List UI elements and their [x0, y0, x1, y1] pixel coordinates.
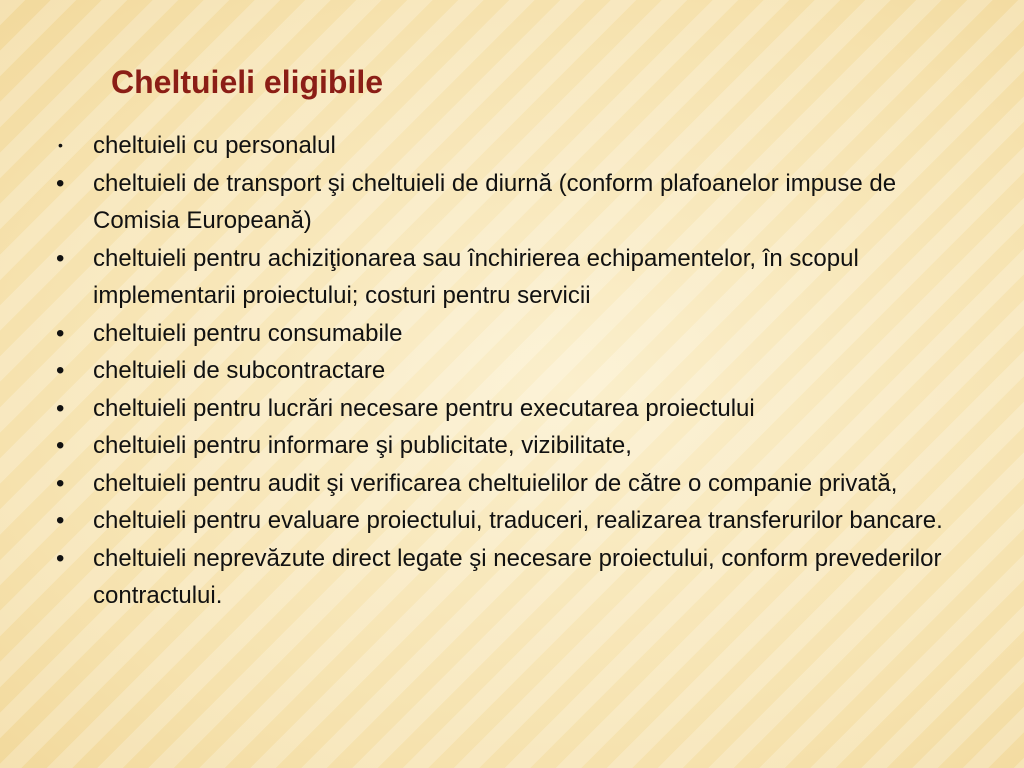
list-item-text: cheltuieli pentru lucrări necesare pentru executarea proiectului — [93, 394, 755, 422]
bullet-icon: • — [56, 507, 65, 534]
bullet-icon: • — [56, 394, 65, 422]
list-item-text: cheltuieli pentru evaluare proiectului, traduceri, realizarea transferurilor bancare. — [93, 507, 943, 534]
list-item — [56, 427, 986, 465]
list-item-text: cheltuieli pentru informare şi publicitate, vizibilitate, — [93, 432, 632, 459]
list-item — [56, 127, 986, 165]
list-item — [56, 165, 986, 240]
list-item — [56, 540, 986, 615]
list-item — [56, 465, 986, 503]
list-item — [56, 315, 986, 353]
list-item-text: cheltuieli de subcontractare — [93, 357, 386, 384]
list-item-text: cheltuieli pentru audit şi verificarea cheltuielilor de către o companie privată, — [93, 469, 898, 497]
list-item-text: cheltuieli de transport şi cheltuieli de diurnă (conform plafoanelor impuse de Comisia Europeană) — [93, 169, 897, 234]
bullet-icon: • — [56, 544, 65, 572]
list-item-text: cheltuieli neprevăzute direct legate şi necesare proiectului, conform prevederilor contractului. — [93, 544, 942, 609]
list-item — [56, 240, 986, 315]
list-item-text: cheltuieli pentru consumabile — [93, 319, 403, 347]
bullet-icon: • — [58, 137, 63, 153]
bullet-icon: • — [56, 244, 65, 272]
bullet-icon: • — [56, 432, 65, 459]
list-item — [56, 390, 986, 428]
eligible-costs-list — [56, 127, 986, 615]
bullet-icon: • — [56, 169, 65, 197]
bullet-icon: • — [56, 357, 65, 384]
list-item — [56, 502, 986, 540]
bullet-icon: • — [56, 469, 65, 497]
bullet-icon: • — [56, 319, 65, 347]
slide-title: Cheltuieli eligibile — [111, 64, 384, 100]
list-item-text: cheltuieli pentru achiziţionarea sau închirierea echipamentelor, în scopul implementarii proiectului; costuri pentru servicii — [93, 244, 859, 309]
list-item-text: cheltuieli cu personalul — [93, 132, 336, 159]
list-item — [56, 352, 986, 390]
